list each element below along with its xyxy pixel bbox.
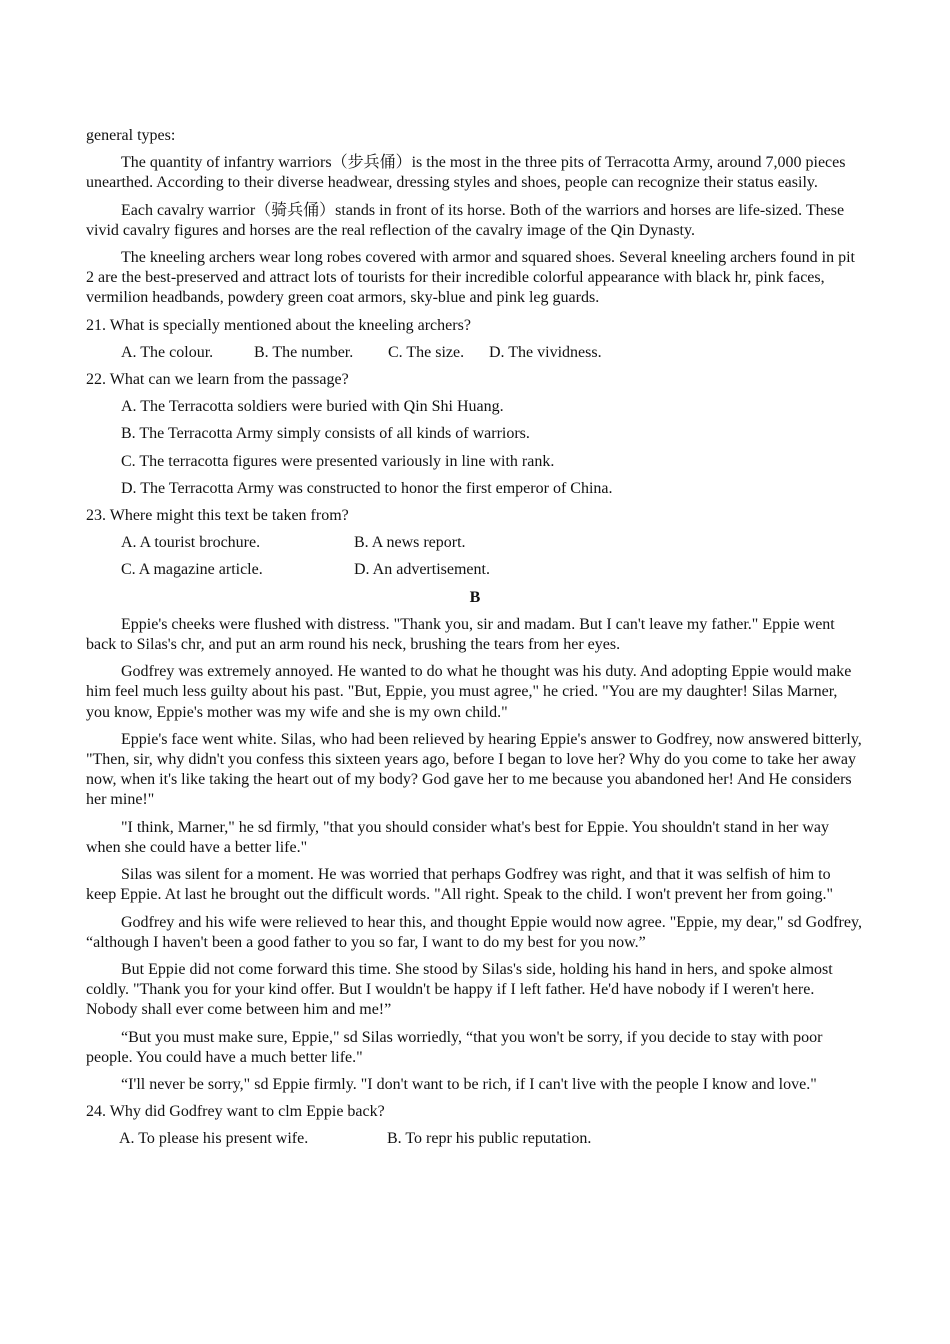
option-22-c: C. The terracotta figures were presented variously in line with rank. [121, 452, 555, 470]
option-24-b: B. To repr his public reputation. [387, 1130, 592, 1148]
option-24-a: A. To please his present wife. [119, 1130, 309, 1148]
paragraph-b-3: Eppie's face went white. Silas, who had been relieved by hearing Eppie's answer to Godfrey, now answered bitterly, "Then, sir, why didn't you confess this sixteen years ago, before I began to love her? Why do you come to take her away now, when it's like taking the heart out of my body? God gave her to me because you abandoned her! And He considers her mine!" [86, 730, 862, 809]
question-23: 23. Where might this text be taken from? [86, 507, 349, 525]
paragraph-b-6: Godfrey and his wife were relieved to hear this, and thought Eppie would now agree. "Eppie, my dear," sd Godfrey, “although I haven't been a good father to you so far, I want to do my best for you now.” [86, 913, 862, 951]
option-22-b: B. The Terracotta Army simply consists of all kinds of warriors. [121, 425, 530, 443]
paragraph-b-8: “But you must make sure, Eppie," sd Silas worriedly, “that you won't be sorry, if you decide to stay with poor people. You could have a much better life." [86, 1028, 823, 1066]
paragraph-cavalry: Each cavalry warrior（骑兵俑）stands in front of its horse. Both of the warriors and horses are life-sized. These vivid cavalry figures and horses are the real reflection of the cavalry image of the Qin Dynasty. [86, 201, 845, 239]
section-heading-b: B [469, 588, 481, 606]
paragraph-infantry: The quantity of infantry warriors（步兵俑）is the most in the three pits of Terracotta Army, around 7,000 pieces unearthed. According to their diverse headwear, dressing styles and shoes, people can recognize their status easily. [86, 154, 846, 192]
question-22: 22. What can we learn from the passage? [86, 371, 349, 389]
question-23-options-row2 [121, 560, 864, 580]
option-23-a: A. A tourist brochure. [121, 534, 261, 552]
paragraph-b-7: But Eppie did not come forward this time. She stood by Silas's side, holding his hand in hers, and spoke almost coldly. "Thank you for your kind offer. But I wouldn't be happy if I left father. He'd have nobody if I weren't here. Nobody shall ever come between him and me!” [86, 960, 833, 1019]
question-24-options [119, 1129, 864, 1149]
question-21-options [121, 343, 864, 363]
option-21-a: A. The colour. [121, 343, 214, 361]
paragraph-b-9: “I'll never be sorry," sd Eppie firmly. "I don't want to be rich, if I can't live with the people I know and love." [121, 1075, 817, 1093]
intro-line: general types: [86, 127, 176, 144]
document-page [86, 126, 864, 1157]
paragraph-b-2: Godfrey was extremely annoyed. He wanted to do what he thought was his duty. And adopting Eppie would make him feel much less guilty about his past. "But, Eppie, you must agree," he cried. "You are my daughter! Silas Marner, you know, Eppie's mother was my wife and she is my own child." [86, 663, 852, 721]
question-24: 24. Why did Godfrey want to clm Eppie back? [86, 1103, 385, 1121]
paragraph-b-5: Silas was silent for a moment. He was worried that perhaps Godfrey was right, and that it was selfish of him to keep Eppie. At last he brought out the difficult words. "All right. Speak to the child. I won't prevent her from going." [86, 866, 834, 904]
option-21-c: C. The size. [388, 343, 465, 361]
question-21: 21. What is specially mentioned about the kneeling archers? [86, 316, 471, 334]
option-23-d: D. An advertisement. [354, 561, 490, 579]
paragraph-archers: The kneeling archers wear long robes covered with armor and squared shoes. Several kneeling archers found in pit 2 are the best-preserved and attract lots of tourists for their incredible colorful appearance with black hr, pink faces, vermilion headbands, powdery green coat armors, sky-blue and pink leg guards. [86, 249, 855, 307]
option-22-a: A. The Terracotta soldiers were buried with Qin Shi Huang. [121, 398, 504, 416]
option-21-d: D. The vividness. [489, 343, 602, 361]
option-21-b: B. The number. [254, 343, 354, 361]
option-22-d: D. The Terracotta Army was constructed to honor the first emperor of China. [121, 479, 613, 497]
paragraph-b-1: Eppie's cheeks were flushed with distress. "Thank you, sir and madam. But I can't leave my father." Eppie went back to Silas's chr, and put an arm round his neck, brushing the tears from her eyes. [86, 615, 835, 654]
question-23-options-row1 [121, 533, 864, 553]
paragraph-b-4: "I think, Marner," he sd firmly, "that you should consider what's best for Eppie. You shouldn't stand in her way when she could have a better life." [86, 818, 830, 856]
option-23-c: C. A magazine article. [121, 561, 263, 579]
option-23-b: B. A news report. [354, 534, 466, 552]
